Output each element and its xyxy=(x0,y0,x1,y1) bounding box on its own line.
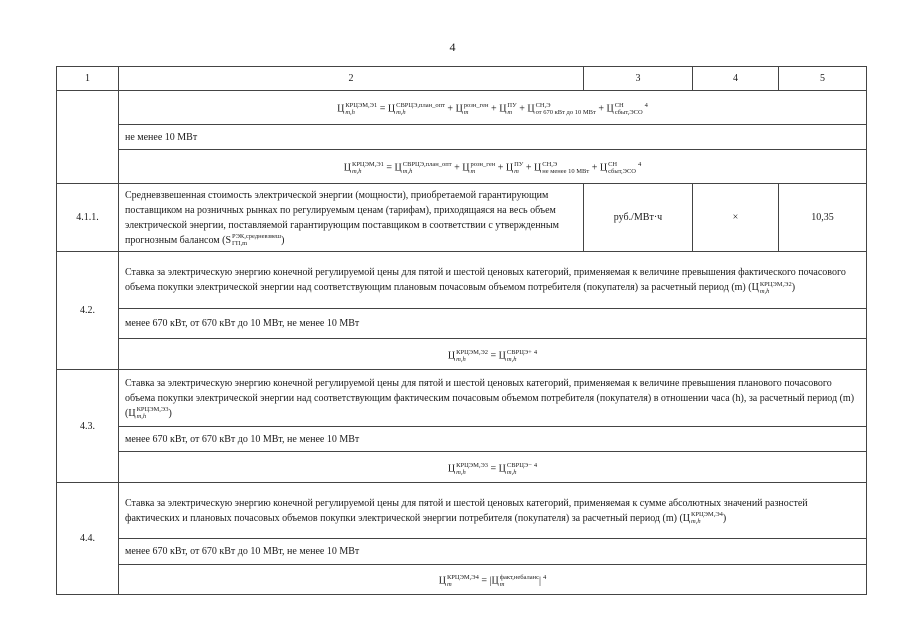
formula-sup: СВРЦЭ+ xyxy=(506,348,532,356)
formula-symbol: Ц xyxy=(394,162,402,174)
formula-sup: КРЦЭМ,Э1 xyxy=(345,102,378,110)
formula-sub: m xyxy=(470,168,476,176)
footnote-ref: 4 xyxy=(638,161,642,169)
formula-symbol: Ц xyxy=(387,103,396,115)
formula-e1-670-10: Ц КРЦЭМ,Э1 m,h = Ц СВРЦЭ,план_опт m,h + Ц розн_ген m + Ц ПУ m + Ц СН,Э от 670 кВт до 10 МВт + Ц СН сбыт,ЭСО $^4$ xyxy=(119,91,867,125)
formula-sub: m,h xyxy=(506,468,517,476)
formula-sup: КРЦЭМ,Э2 xyxy=(759,280,792,288)
formula-sub: m xyxy=(499,581,505,589)
formula-operator: = xyxy=(490,463,497,475)
formula-operator: = | xyxy=(481,575,492,587)
footnote-ref: 4 xyxy=(543,574,547,582)
formula-sub: m,h xyxy=(506,355,517,363)
header-col-1: 1 xyxy=(57,67,119,91)
footnote-ref: 4 xyxy=(533,461,538,469)
header-col-4: 4 xyxy=(693,67,779,91)
table-row xyxy=(57,91,867,125)
formula-operator: = xyxy=(379,103,386,115)
table-row xyxy=(57,150,867,184)
formula-symbol: ) xyxy=(722,512,727,524)
table-row xyxy=(57,339,867,370)
row-description xyxy=(119,483,867,539)
formula-sup: СН xyxy=(614,102,624,110)
row-description xyxy=(119,370,867,427)
formula-sup: СН,Э xyxy=(542,161,558,169)
formula-symbol: Ц xyxy=(447,350,456,362)
table-row xyxy=(57,125,867,150)
formula-sup: ПУ xyxy=(514,161,524,169)
formula-symbol: Ц xyxy=(498,463,506,475)
table-row xyxy=(57,252,867,309)
table-row xyxy=(57,427,867,452)
formula-symbol: Ц xyxy=(534,162,542,174)
description-text: Ставка за электрическую энергию конечной регулируемой цены для пятой и шестой ценовых категорий, применяемая к сумме абсолютных значений разностей фактических и плановых почасовых объемов покупки электрической энергии потребителя (покупателя) за расчетный период (m) xyxy=(125,497,808,524)
formula-sup: розн_ген xyxy=(470,161,496,169)
unit-cell: руб./МВт·ч xyxy=(584,184,693,252)
table-row xyxy=(57,309,867,339)
formula-sub: не менее 10 МВт xyxy=(542,168,590,176)
formula-sub: m xyxy=(446,581,452,589)
table-row xyxy=(57,483,867,539)
formula-operator: | xyxy=(539,575,542,587)
row-number-cell xyxy=(57,91,119,184)
formula-symbol: Ц xyxy=(499,103,507,115)
description-text: Ставка за электрическую энергию конечной регулируемой цены для пятой и шестой ценовых категорий, применяемая к величине превышения фактического почасового объема покупки электрической энергии над соответствующим плановым почасовым объемом потребителя (покупателя) за расчетный период (m) xyxy=(125,267,846,293)
table-row xyxy=(57,539,867,565)
formula-sup: розн_ген xyxy=(463,102,489,110)
formula-symbol: Ц xyxy=(491,575,499,587)
formula-symbol: Ц xyxy=(337,103,345,115)
formula-symbol: Ц xyxy=(462,162,470,174)
formula-symbol: (S xyxy=(222,234,232,246)
formula-sup: КРЦЭМ,Э4 xyxy=(446,574,479,582)
formula-symbol: ) xyxy=(791,282,796,293)
formula-symbol: Ц xyxy=(606,103,614,115)
capacity-label: менее 670 кВт, от 670 кВт до 10 МВт, не менее 10 МВт xyxy=(119,309,867,339)
formula-sup: СВРЦЭ,план_опт xyxy=(396,102,445,110)
row-number: 4.3. xyxy=(57,370,119,483)
formula-sup: СН xyxy=(608,161,618,169)
formula-symbol: Ц xyxy=(343,162,351,174)
formula-e3 xyxy=(119,452,867,483)
formula-symbol: Ц xyxy=(599,162,608,174)
capacity-label: менее 670 кВт, от 670 кВт до 10 МВт, не менее 10 МВт xyxy=(119,427,867,452)
row-description xyxy=(119,184,584,252)
capacity-label: менее 670 кВт, от 670 кВт до 10 МВт, не менее 10 МВт xyxy=(119,539,867,565)
formula-symbol: Ц xyxy=(527,103,535,115)
formula-sup: РЭК,средневзвеш xyxy=(232,233,282,241)
table-row xyxy=(57,565,867,595)
tariff-table xyxy=(56,66,867,595)
footnote-ref: 4 xyxy=(644,102,648,110)
formula-operator: = xyxy=(490,350,497,362)
formula-sub: m,h xyxy=(691,518,701,526)
formula-symbol: Ц xyxy=(498,350,506,362)
header-col-5: 5 xyxy=(779,67,867,91)
formula-sup: СН,Э xyxy=(535,102,551,110)
formula-symbol: ) xyxy=(281,234,285,246)
row-number: 4.2. xyxy=(57,252,119,370)
formula-sup: СВРЦЭ,план_опт xyxy=(402,161,452,169)
row-number: 4.1.1. xyxy=(57,184,119,252)
table-header-row xyxy=(57,67,867,91)
row-number: 4.4. xyxy=(57,483,119,595)
header-col-2: 2 xyxy=(119,67,584,91)
value-cell: 10,35 xyxy=(779,184,867,252)
formula-sub: от 670 кВт до 10 МВт xyxy=(535,109,596,117)
formula-sup: СВРЦЭ− xyxy=(506,461,532,469)
formula-sup: КРЦЭМ,Э1 xyxy=(351,161,384,169)
formula-sub: ГП,m xyxy=(232,240,248,248)
formula-symbol: Ц xyxy=(505,162,514,174)
formula-symbol: (Ц xyxy=(679,512,690,524)
footnote-ref: 4 xyxy=(533,348,538,356)
formula-sup: КРЦЭМ,Э2 xyxy=(456,348,489,356)
row-description xyxy=(119,252,867,309)
formula-sub: m,h xyxy=(351,168,362,176)
table-row xyxy=(57,452,867,483)
formula-sub: m,h xyxy=(456,355,466,363)
table-row xyxy=(57,184,867,252)
formula-operator: = xyxy=(386,162,393,174)
formula-e2 xyxy=(119,339,867,370)
formula-e1-over-10: Ц КРЦЭМ,Э1 m,h = Ц СВРЦЭ,план_опт m,h + Ц розн_ген m + Ц ПУ m + Ц СН,Э не менее 10 МВт + Ц СН сбыт,ЭСО $^4$ xyxy=(119,150,867,184)
formula-sub: m xyxy=(507,109,513,117)
formula-symbol: ) xyxy=(168,407,172,419)
formula-sub: m,h xyxy=(402,168,413,176)
col4-cell: × xyxy=(693,184,779,252)
formula-e4 xyxy=(119,565,867,595)
formula-sub: m,h xyxy=(345,109,355,117)
header-col-3: 3 xyxy=(584,67,693,91)
formula-sub: сбыт,ЭСО xyxy=(608,168,636,176)
formula-symbol: Ц xyxy=(438,575,446,587)
formula-sup: КРЦЭМ,Э4 xyxy=(691,511,723,519)
formula-symbol: Ц xyxy=(447,463,456,475)
formula-sub: m,h xyxy=(136,413,147,421)
table-row xyxy=(57,370,867,427)
formula-sub: сбыт,ЭСО xyxy=(614,109,643,117)
formula-symbol: (Ц xyxy=(748,282,759,293)
formula-sup: КРЦЭМ,Э3 xyxy=(456,461,489,469)
formula-sub: m xyxy=(463,109,469,117)
formula-sub: m,h xyxy=(759,287,770,295)
description-text: Средневзвешенная стоимость электрической энергии (мощности), приобретаемой гарантирующим поставщиком на розничных рынках по регулируемым ценам (тарифам), приходящаяся на весь объем электрической энергии, поставляемой гарантирующим поставщиком в соответствии с утвержденным прогнозным балансом xyxy=(125,189,559,246)
description-text: Ставка за электрическую энергию конечной регулируемой цены для пятой и шестой ценовых категорий, применяемая к величине превышения планового почасового объема покупки электрической энергии над соответствующим фактическим почасовым объемом потребителя (покупателя) в отношении часа (h), за расчетный период (m) xyxy=(125,377,855,404)
formula-sub: m,h xyxy=(396,109,406,117)
formula-symbol: Ц xyxy=(455,103,463,115)
formula-symbol: (Ц xyxy=(125,407,136,419)
formula-sub: m,h xyxy=(456,468,466,476)
formula-sup: ПУ xyxy=(507,102,517,110)
formula-sub: m xyxy=(514,168,519,176)
page-number: 4 xyxy=(449,40,456,54)
capacity-label: не менее 10 МВт xyxy=(119,125,867,150)
formula-sup: факт,небаланс xyxy=(499,574,539,582)
formula-sup: КРЦЭМ,Э3 xyxy=(136,406,169,414)
